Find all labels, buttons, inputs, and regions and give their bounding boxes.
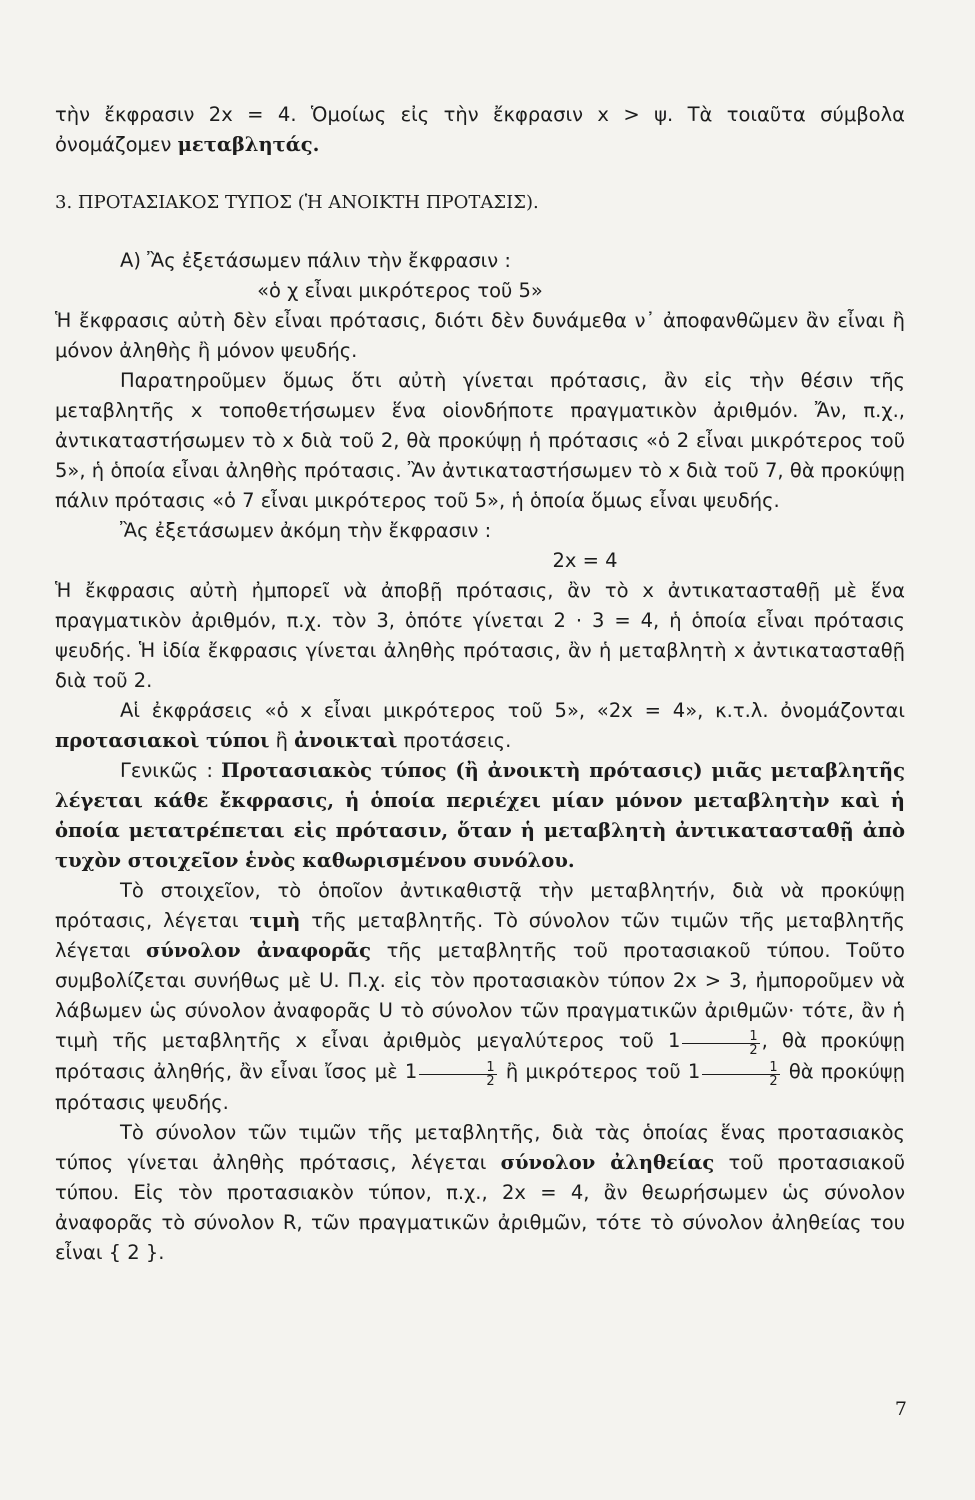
term-propositional-forms: προτασιακοὶ τύποι [55,729,270,752]
paragraph-substitution: Παρατηροῦμεν ὅμως ὅτι αὐτὴ γίνεται πρότασις, ἂν εἰς τὴν θέσιν τῆς μεταβλητῆς x τοποθετήσωμεν ἕνα οἱονδήποτε πραγματικὸν ἀριθμόν. Ἄν, π.χ., ἀντικαταστήσωμεν τὸ x διὰ τοῦ 2, θὰ προκύψῃ ἡ πρότασις «ὁ 2 εἶναι μικρότερος τοῦ 5», ἡ ὁποία εἶναι ἀληθὴς πρότασις. Ἂν ἀντικαταστήσωμεν τὸ x διὰ τοῦ 7, θὰ προκύψῃ πάλιν πρότασις «ὁ 7 εἶναι μικρότερος τοῦ 5», ἡ ὁποία ὅμως εἶναι ψευδής. [55,369,905,512]
term-open: ἀνοικταὶ [294,729,398,752]
term-variables: μεταβλητάς. [177,133,320,156]
term-truth-set: σύνολον ἀληθείας [500,1151,715,1175]
page-number: 7 [894,1398,907,1420]
paragraph-value-reference-set: Τὸ στοιχεῖον, τὸ ὁποῖον ἀντικαθιστᾷ τὴν μεταβλητήν, διὰ νὰ προκύψῃ πρότασις, λέγεται τιμὴ τῆς μεταβλητῆς. Τὸ σύνολον τῶν τιμῶν τῆς μεταβλητῆς λέγεται σύνολον ἀναφορᾶς τῆς μεταβλητῆς τοῦ προτασιακοῦ τύπου. Τοῦτο συμβολίζεται συνήθως μὲ U. Π.χ. εἰς τὸν προτασιακὸν τύπον 2x > 3, ἠμποροῦμεν νὰ λάβωμεν ὡς σύνολον ἀναφορᾶς U τὸ σύνολον τῶν πραγματικῶν ἀριθμῶν· τότε, ἂν ἡ τιμὴ τῆς μεταβλητῆς x εἶναι ἀριθμὸς μεγαλύτερος τοῦ 1 $\frac{1}{2}$ , θὰ προκύψῃ πρότασις ἀληθής, ἂν εἶναι ἴσος μὲ 1 $\frac{1}{2}$ ἢ μικρότερος τοῦ 1 $\frac{1}{2}$ θὰ προκύψῃ πρότασις ψευδής. [55,879,905,1115]
definition-text: Προτασιακὸς τύπος (ἢ ἀνοικτὴ πρότασις) μιᾶς μεταβλητῆς λέγεται κάθε ἔκφρασις, ἡ ὁποία περιέχει μίαν μόνον μεταβλητὴν καὶ ἡ ὁποία μετατρέπεται εἰς πρότασιν, ὅταν ἡ μεταβλητὴ ἀντικατασταθῇ ἀπὸ τυχὸν στοιχεῖον ἑνὸς καθωρισμένου συνόλου. [55,759,905,872]
paragraph-truth-set: Τὸ σύνολον τῶν τιμῶν τῆς μεταβλητῆς, διὰ τὰς ὁποίας ἕνας προτασιακὸς τύπος γίνεται ἀληθὴς πρότασις, λέγεται σύνολον ἀληθείας τοῦ προτασιακοῦ τύπου. Εἰς τὸν προτασιακὸν τύπον, π.χ., 2x = 4, ἂν θεωρήσωμεν ὡς σύνολον ἀναφορᾶς τὸ σύνολον R, τῶν πραγματικῶν ἀριθμῶν, τότε τὸ σύνολον ἀληθείας του εἶναι { 2 }. [55,1121,905,1265]
page-text [55,100,905,1268]
equation-2x-4: 2x = 4 [552,549,618,572]
term-value: τιμὴ [249,909,301,932]
paragraph-equation-explanation: Ἡ ἔκφρασις αὐτὴ ἠμπορεῖ νὰ ἀποβῇ πρότασις, ἂν τὸ x ἀντικατασταθῇ μὲ ἕνα πραγματικὸν ἀριθμόν, π.χ. τὸν 3, ὁπότε γίνεται 2 · 3 = 4, ἡ ὁποία εἶναι πρότασις ψευδής. Ἡ ἰδία ἔκφρασις γίνεται ἀληθὴς πρότασις, ἂν ἡ μεταβλητὴ x ἀντικατασταθῇ διὰ τοῦ 2. [55,579,905,692]
section-heading: 3. ΠΡΟΤΑΣΙΑΚΟΣ ΤΥΠΟΣ (Ἡ ΑΝΟΙΚΤΗ ΠΡΟΤΑΣΙΣ). [55,192,539,213]
term-reference-set: σύνολον ἀναφορᾶς [146,939,371,962]
paragraph-example-a: Α) Ἂς ἐξετάσωμεν πάλιν τὴν ἔκφρασιν : [120,249,511,272]
paragraph-general-definition: Γενικῶς : Προτασιακὸς τύπος (ἢ ἀνοικτὴ πρότασις) μιᾶς μεταβλητῆς λέγεται κάθε ἔκφρασις, ἡ ὁποία περιέχει μίαν μόνον μεταβλητὴν καὶ ἡ ὁποία μετατρέπεται εἰς πρότασιν, ὅταν ἡ μεταβλητὴ ἀντικατασταθῇ ἀπὸ τυχὸν στοιχεῖον ἑνὸς καθωρισμένου συνόλου. [55,759,905,872]
fraction-one-half: $\frac{1}{2}$ [419,1061,496,1088]
quoted-expression: «ὁ χ εἶναι μικρότερος τοῦ 5» [257,279,543,302]
fraction-one-half: $\frac{1}{2}$ [702,1061,779,1088]
paragraph-example-b: Ἂς ἐξετάσωμεν ἀκόμη τὴν ἔκφρασιν : [120,519,492,542]
paragraph-definition-names: Αἱ ἐκφράσεις «ὁ x εἶναι μικρότερος τοῦ 5», «2x = 4», κ.τ.λ. ὀνομάζονται προτασιακοὶ τύποι ἢ ἀνοικταὶ προτάσεις. [55,699,905,752]
paragraph-intro: τὴν ἔκφρασιν 2x = 4. Ὁμοίως εἰς τὴν ἔκφρασιν x > ψ. Τὰ τοιαῦτα σύμβολα ὀνομάζομεν μεταβλητάς. [55,103,905,156]
paragraph-not-proposition: Ἡ ἔκφρασις αὐτὴ δὲν εἶναι πρότασις, διότι δὲν δυνάμεθα ν᾽ ἀποφανθῶμεν ἂν εἶναι ἢ μόνον ἀληθὴς ἢ μόνον ψευδής. [55,309,905,362]
fraction-one-half: $\frac{1}{2}$ [682,1030,759,1057]
